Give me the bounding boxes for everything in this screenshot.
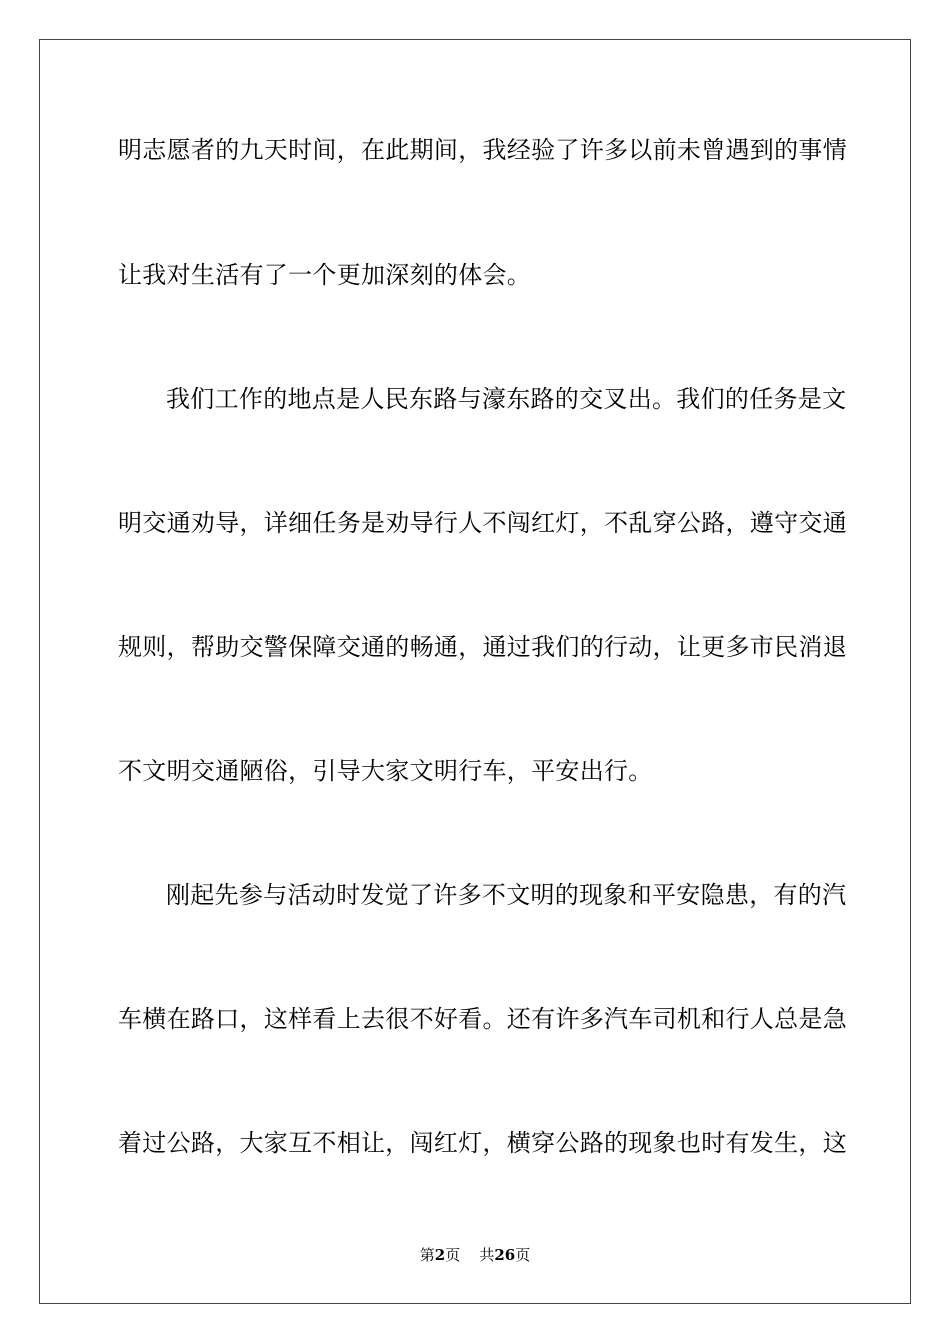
- page-footer: [0, 1245, 950, 1265]
- text-line-5: 规则，帮助交警保障交通的畅通，通过我们的行动，让更多市民消退: [118, 633, 847, 661]
- text-line-4: 明交通劝导，详细任务是劝导行人不闯红灯，不乱穿公路，遵守交通: [118, 509, 847, 537]
- text-line-9: 着过公路，大家互不相让，闯红灯，横穿公路的现象也时有发生，这: [118, 1129, 847, 1157]
- page-border: [39, 39, 911, 1304]
- total-prefix: 共: [479, 1246, 495, 1264]
- text-line-6: 不文明交通陋俗，引导大家文明行车，平安出行。: [118, 757, 653, 785]
- page-number: 2: [434, 1246, 446, 1264]
- text-line-3: 我们工作的地点是人民东路与濠东路的交叉出。我们的任务是文: [166, 385, 847, 413]
- text-line-1: 明志愿者的九天时间，在此期间，我经验了许多以前未曾遇到的事情: [118, 136, 847, 164]
- text-line-8: 车横在路口，这样看上去很不好看。还有许多汽车司机和行人总是急: [118, 1005, 847, 1033]
- total-pages: 26: [494, 1246, 516, 1264]
- page-suffix: 页: [445, 1246, 461, 1264]
- page-prefix: 第: [419, 1246, 435, 1264]
- text-line-2: 让我对生活有了一个更加深刻的体会。: [118, 261, 532, 289]
- total-suffix: 页: [515, 1246, 531, 1264]
- text-line-7: 刚起先参与活动时发觉了许多不文明的现象和平安隐患，有的汽: [166, 881, 847, 909]
